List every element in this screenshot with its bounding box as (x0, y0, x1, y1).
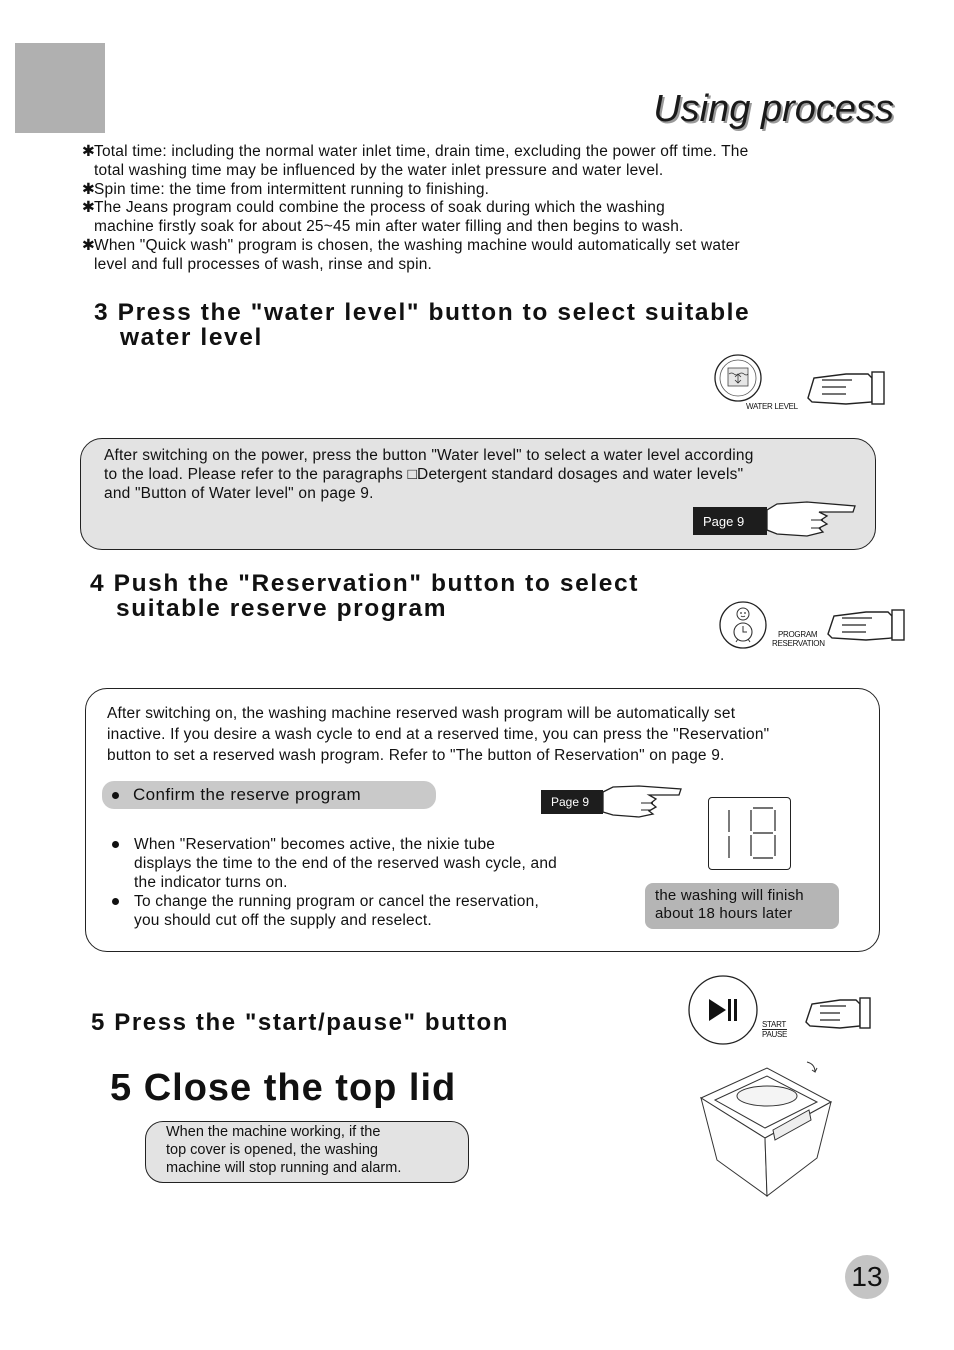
pointing-finger-icon (603, 784, 685, 820)
nixie-display (708, 797, 791, 870)
close-lid-note-line: top cover is opened, the washing (166, 1142, 378, 1158)
step4-heading-line1: 4 Push the "Reservation" button to select (90, 570, 639, 597)
note-item (82, 199, 882, 237)
bullet-item (112, 892, 632, 930)
page-number: 13 (845, 1255, 889, 1299)
info-line: button to set a reserved wash program. Refer to "The button of Reservation" on page 9. (107, 747, 725, 764)
pointing-hand-icon (806, 370, 888, 406)
step3-heading-line2: water level (120, 324, 263, 351)
asterisk-icon: ✱ (82, 180, 96, 198)
reservation-button-icon (719, 601, 769, 649)
start-pause-label (762, 1020, 802, 1039)
water-level-label: WATER LEVEL (746, 402, 798, 411)
close-lid-note-line: When the machine working, if the (166, 1124, 381, 1140)
reservation-label-line1: PROGRAM (778, 630, 818, 639)
step3-page-tag: Page 9 (693, 507, 767, 535)
bullet-line: the indicator turns on. (134, 874, 288, 891)
close-lid-title: 5 Close the top lid (110, 1067, 457, 1109)
close-lid-note (166, 1123, 466, 1177)
note-line: Total time: including the normal water inlet time, drain time, excluding the power off time. The (94, 143, 749, 160)
finish-note-line: about 18 hours later (655, 905, 793, 922)
note-item (82, 181, 882, 200)
start-pause-button-icon (688, 975, 760, 1047)
washing-machine-illustration (695, 1060, 840, 1200)
pointing-hand-icon (804, 996, 874, 1030)
note-line: When "Quick wash" program is chosen, the washing machine would automatically set water (94, 236, 740, 254)
bullet-item (112, 835, 632, 892)
note-line: level and full processes of wash, rinse and spin. (94, 255, 433, 273)
close-lid-note-line: machine will stop running and alarm. (166, 1160, 402, 1176)
step3-heading (94, 300, 750, 350)
note-item (82, 237, 882, 275)
step4-heading (90, 571, 639, 621)
step4-bullets (112, 835, 632, 930)
step3-info-text (104, 446, 864, 503)
bullet-line: displays the time to the end of the reserved wash cycle, and (134, 855, 557, 872)
water-level-button-icon (714, 354, 764, 404)
step3-heading-line1: 3 Press the "water level" button to select suitable (94, 299, 751, 326)
pause-label: PAUSE (762, 1030, 788, 1039)
bullet-line: To change the running program or cancel the reservation, (134, 893, 539, 910)
start-label: START (762, 1020, 786, 1029)
finish-time-note (645, 883, 839, 929)
pointing-hand-icon (826, 608, 908, 642)
info-line: and "Button of Water level" on page 9. (104, 485, 374, 502)
note-line: total washing time may be influenced by the water inlet pressure and water level. (94, 161, 664, 179)
confirm-reserve-badge (102, 781, 436, 809)
header-gray-block (15, 43, 105, 133)
asterisk-icon: ✱ (82, 143, 96, 160)
note-line: The Jeans program could combine the process of soak during which the washing (94, 199, 665, 217)
asterisk-icon: ✱ (82, 236, 96, 254)
note-line: machine firstly soak for about 25~45 min after water filling and then begins to wash. (94, 218, 684, 236)
asterisk-icon: ✱ (82, 199, 96, 217)
step4-info-text (107, 703, 867, 766)
bullet-line: When "Reservation" becomes active, the nixie tube (134, 836, 496, 853)
note-item (82, 143, 882, 181)
info-line: inactive. If you desire a wash cycle to end at a reserved time, you can press the "Reservation" (107, 726, 770, 743)
info-line: to the load. Please refer to the paragraphs □Detergent standard dosages and water levels" (104, 466, 744, 483)
notes-section (82, 143, 882, 275)
step4-page-tag: Page 9 (541, 790, 603, 814)
note-line: Spin time: the time from intermittent running to finishing. (94, 180, 490, 198)
bullet-line: you should cut off the supply and reselect. (134, 912, 432, 929)
seven-segment-display (709, 798, 790, 869)
info-line: After switching on the power, press the button "Water level" to select a water level according (104, 447, 754, 464)
finish-note-line: the washing will finish (655, 887, 804, 904)
step5-heading: 5 Press the "start/pause" button (91, 1009, 510, 1036)
step4-heading-line2: suitable reserve program (116, 595, 448, 622)
pointing-finger-icon (767, 500, 859, 540)
info-line: After switching on, the washing machine reserved wash program will be automatically set (107, 705, 736, 722)
page-title: Using process (653, 88, 894, 130)
bullet-dot (112, 792, 119, 799)
reservation-label-line2: RESERVATION (772, 639, 825, 648)
confirm-reserve-label: Confirm the reserve program (133, 785, 362, 804)
